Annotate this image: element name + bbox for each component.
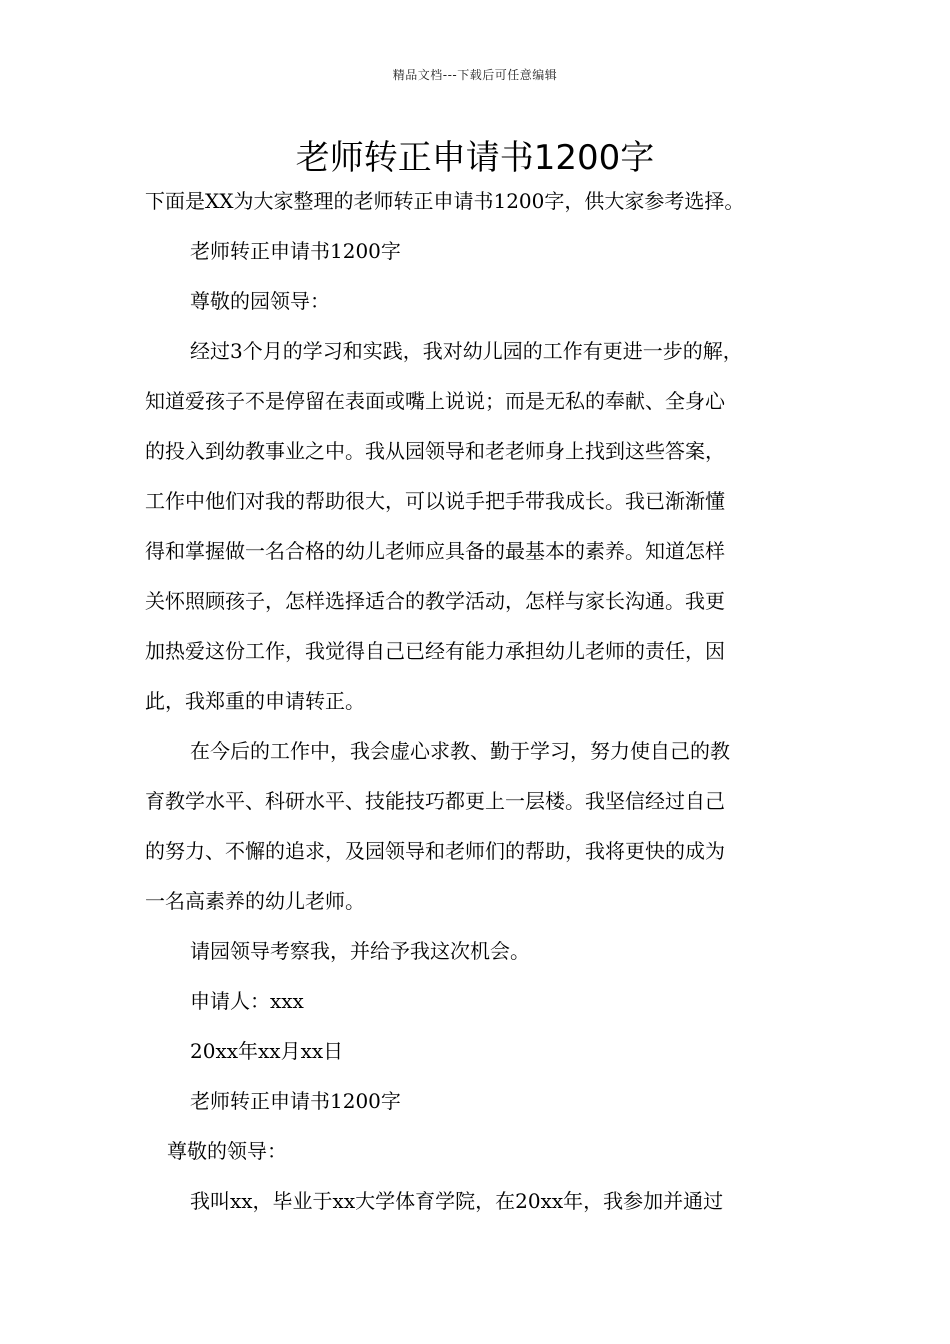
date-line: 20xx年xx月xx日 [190,1039,344,1063]
request-line: 请园领导考察我，并给予我这次机会。 [190,939,530,963]
paragraph-2-line: 的努力、不懈的追求，及园领导和老师们的帮助，我将更快的成为 [145,839,725,863]
applicant-line: 申请人：xxx [190,989,304,1013]
subtitle-line-2: 老师转正申请书1200字 [190,1089,401,1113]
paragraph-1-line: 工作中他们对我的帮助很大，可以说手把手带我成长。我已渐渐懂 [145,489,725,513]
paragraph-1-line: 得和掌握做一名合格的幼儿老师应具备的最基本的素养。知道怎样 [145,539,725,563]
paragraph-1-line: 的投入到幼教事业之中。我从园领导和老老师身上找到这些答案， [145,439,725,463]
paragraph-2-line: 育教学水平、科研水平、技能技巧都更上一层楼。我坚信经过自己 [145,789,725,813]
salutation-line: 尊敬的园领导： [190,289,330,313]
intro-line: 下面是XX为大家整理的老师转正申请书1200字，供大家参考选择。 [145,189,745,213]
subtitle-line: 老师转正申请书1200字 [190,239,401,263]
paragraph-1-line: 此，我郑重的申请转正。 [145,689,365,713]
paragraph-1-line: 关怀照顾孩子，怎样选择适合的教学活动，怎样与家长沟通。我更 [145,589,725,613]
page-header: 精品文档---下载后可任意编辑 [392,68,558,82]
paragraph-2-line: 在今后的工作中，我会虚心求教、勤于学习，努力使自己的教 [190,739,730,763]
paragraph-1-line: 加热爱这份工作，我觉得自己已经有能力承担幼儿老师的责任，因 [145,639,725,663]
paragraph-2-line: 一名高素养的幼儿老师。 [145,889,365,913]
paragraph-3-line: 我叫xx，毕业于xx大学体育学院，在20xx年，我参加并通过 [190,1189,724,1213]
paragraph-1-line: 知道爱孩子不是停留在表面或嘴上说说；而是无私的奉献、全身心 [145,389,725,413]
document-title: 老师转正申请书1200字 [295,138,655,178]
salutation-line-2: 尊敬的领导： [167,1139,287,1163]
paragraph-1-line: 经过3个月的学习和实践，我对幼儿园的工作有更进一步的解， [190,339,743,363]
